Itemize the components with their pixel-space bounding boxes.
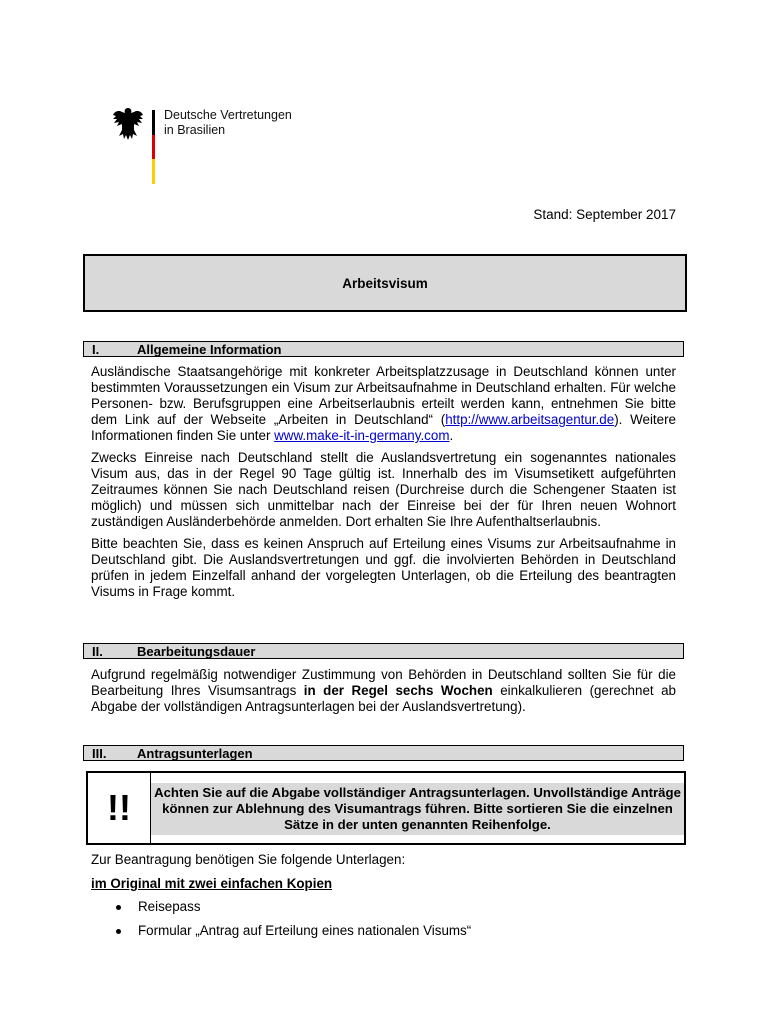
section-number: III.	[92, 746, 107, 761]
section-title: Antragsunterlagen	[137, 746, 253, 761]
german-flag-bar	[152, 110, 155, 184]
section-2-body	[91, 667, 676, 721]
arbeitsagentur-link[interactable]: http://www.arbeitsagentur.de	[445, 412, 615, 427]
paragraph-text: Aufgrund regelmäßig notwendiger Zustimmung von Behörden in Deutschland sollten Sie für die Bearbeitung Ihres Visumsantrags	[91, 667, 676, 698]
paragraph-text: ). Weitere Informationen finden Sie unter	[91, 412, 676, 443]
document-title	[83, 254, 687, 312]
organization-name: Deutsche Vertretungen in Brasilien	[164, 108, 292, 137]
title-text: Arbeitsvisum	[342, 275, 428, 291]
original-copies-heading: im Original mit zwei einfachen Kopien	[91, 876, 333, 891]
warning-text: Achten Sie auf die Abgabe vollständiger Antragsunterlagen. Unvollständige Anträge können zur Ablehnung des Visumantrags führen. Bitte sortieren Sie die einzelnen Sätze in der unten genannten Reihenfolge.	[151, 783, 684, 835]
paragraph: Zwecks Einreise nach Deutschland stellt die Auslandsvertretung ein sogenanntes nationales Visum aus, das in der Regel 90 Tage gültig ist. Innerhalb des im Visumsetikett aufgeführten Zeitraumes können Sie nach Deutschland reisen (Durchreise durch die Schengener Staaten ist möglich) und müssen sich unmittelbar nach der Einreise bei der für Ihren neuen Wohnort zuständigen Ausländerbehörde anmelden. Dort erhalten Sie Ihre Aufenthaltserlaubnis.	[91, 450, 676, 529]
bullet-icon	[116, 905, 121, 910]
section-heading-1	[83, 341, 684, 357]
make-it-in-germany-link[interactable]: www.make-it-in-germany.com	[274, 428, 450, 443]
documents-intro: Zur Beantragung benötigen Sie folgende Unterlagen:	[91, 852, 406, 867]
document-date: Stand: September 2017	[533, 207, 676, 222]
paragraph: Bitte beachten Sie, dass es keinen Anspruch auf Erteilung eines Visums zur Arbeitsaufnahme in Deutschland gibt. Die Auslandsvertretungen und ggf. die involvierten Behörden in Deutschland prüfen in jedem Einzelfall anhand der vorgelegten Unterlagen, ob die Erteilung des beantragten Visums in Frage kommt.	[91, 536, 676, 599]
list-item-text: Formular „Antrag auf Erteilung eines nationalen Visums“	[138, 923, 472, 938]
list-item	[91, 898, 471, 922]
paragraph-text: Ausländische Staatsangehörige mit konkreter Arbeitsplatzzusage in Deutschland können unter bestimmten Voraussetzungen ein Visum zur Arbeitsaufnahme in Deutschland erhalten. Für welche Personen- bzw. Berufsgruppen eine Arbeitserlaubnis erteilt werden kann, entnehmen Sie bitte dem Link auf der Webseite „Arbeiten in Deutschland“ (	[91, 364, 676, 427]
exclamation-icon: !!	[88, 773, 151, 843]
flag-gold	[152, 159, 155, 184]
section-heading-3	[83, 745, 684, 761]
flag-red	[152, 135, 155, 160]
paragraph	[91, 364, 676, 444]
flag-black	[152, 110, 155, 135]
federal-eagle-icon	[112, 106, 144, 142]
section-title: Allgemeine Information	[137, 342, 282, 357]
section-number: I.	[92, 342, 100, 357]
section-title: Bearbeitungsdauer	[137, 644, 256, 659]
section-1-body	[91, 364, 676, 606]
required-documents-list	[91, 898, 471, 946]
list-item-text: Reisepass	[138, 899, 201, 914]
paragraph-text: einkalkulieren (gerechnet ab Abgabe der vollständigen Antragsunterlagen bei der Auslandsvertretung).	[91, 683, 676, 714]
paragraph-text: .	[449, 428, 454, 443]
emphasis-duration: in der Regel sechs Wochen	[303, 683, 493, 698]
section-heading-2	[83, 643, 684, 659]
list-item	[91, 922, 471, 946]
section-number: II.	[92, 644, 103, 659]
paragraph	[91, 667, 676, 715]
bullet-icon	[116, 929, 121, 934]
warning-box	[86, 771, 686, 845]
